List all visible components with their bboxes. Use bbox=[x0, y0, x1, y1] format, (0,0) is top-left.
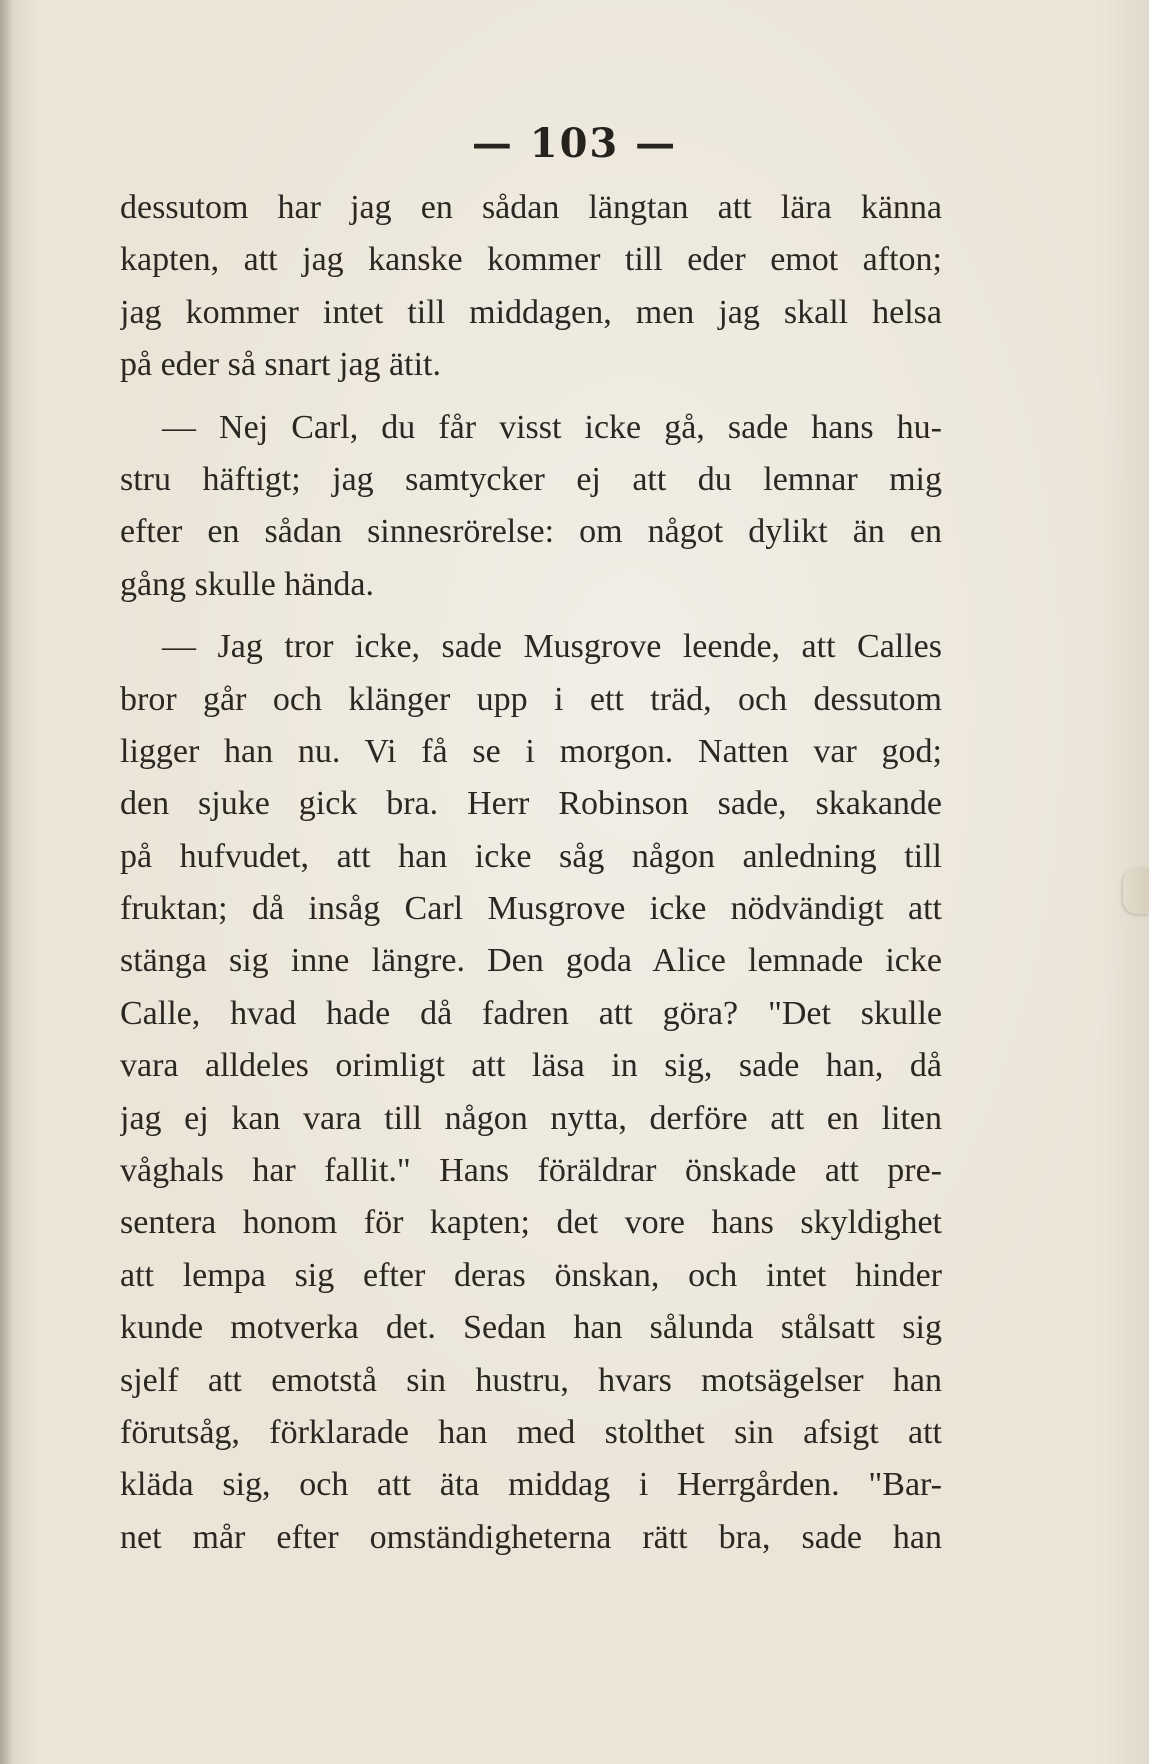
text-line: — Nej Carl, du får visst icke gå, sade hans hu- bbox=[162, 408, 942, 446]
text-line: ligger han nu. Vi få se i morgon. Natten var god; bbox=[120, 732, 942, 770]
text-line: vara alldeles orimligt att läsa in sig, sade han, då bbox=[120, 1047, 942, 1085]
text-line: förutsåg, förklarade han med stolthet sin afsigt att bbox=[120, 1413, 942, 1451]
page-number: — 103 — bbox=[471, 120, 678, 167]
binding-shadow bbox=[0, 0, 14, 1764]
text-line: den sjuke gick bra. Herr Robinson sade, skakande bbox=[120, 785, 942, 823]
text-line: Calle, hvad hade då fadren att göra? "Det skulle bbox=[120, 994, 942, 1032]
text-line: fruktan; då insåg Carl Musgrove icke nödvändigt att bbox=[120, 890, 942, 928]
paragraph-gap bbox=[120, 611, 942, 621]
text-line: att lempa sig efter deras önskan, och intet hinder bbox=[120, 1256, 942, 1294]
body-text bbox=[120, 182, 942, 1564]
text-line: net mår efter omständigheterna rätt bra, sade han bbox=[120, 1518, 942, 1556]
text-line: på eder så snart jag ätit. bbox=[120, 346, 441, 384]
paragraph-gap bbox=[120, 392, 942, 402]
text-line: dessutom har jag en sådan längtan att lära känna bbox=[120, 189, 942, 226]
text-line: sentera honom för kapten; det vore hans skyldighet bbox=[120, 1204, 942, 1242]
text-line: gång skulle hända. bbox=[120, 565, 374, 603]
text-line: våghals har fallit." Hans föräldrar önskade att pre- bbox=[120, 1152, 942, 1190]
text-line: jag ej kan vara till någon nytta, derföre att en liten bbox=[120, 1099, 942, 1137]
text-line: jag kommer intet till middagen, men jag skall helsa bbox=[120, 293, 942, 331]
page-edge-tab bbox=[1123, 868, 1149, 914]
text-line: kunde motverka det. Sedan han sålunda stålsatt sig bbox=[120, 1309, 942, 1347]
text-line: sjelf att emotstå sin hustru, hvars motsägelser han bbox=[120, 1361, 942, 1399]
text-line: kapten, att jag kanske kommer till eder emot afton; bbox=[120, 241, 942, 279]
text-line: — Jag tror icke, sade Musgrove leende, att Calles bbox=[162, 628, 942, 666]
text-line: på hufvudet, att han icke såg någon anledning till bbox=[120, 837, 942, 875]
text-line: bror går och klänger upp i ett träd, och dessutom bbox=[120, 680, 942, 718]
text-line: stru häftigt; jag samtycker ej att du lemnar mig bbox=[120, 460, 942, 498]
text-line: stänga sig inne längre. Den goda Alice lemnade icke bbox=[120, 942, 942, 980]
text-line: efter en sådan sinnesrörelse: om något dylikt än en bbox=[120, 513, 942, 551]
text-line: kläda sig, och att äta middag i Herrgården. "Bar- bbox=[120, 1466, 942, 1504]
